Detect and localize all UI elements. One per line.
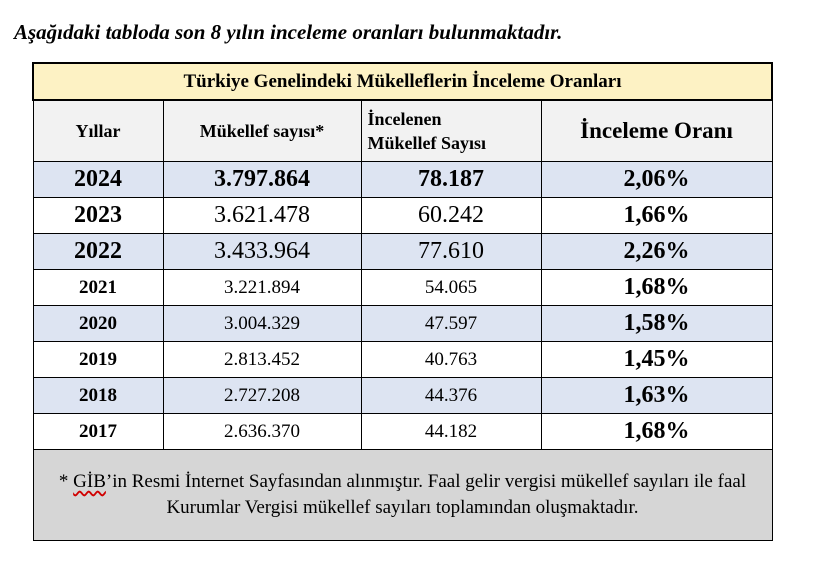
cell-rate: 1,63% bbox=[541, 378, 772, 414]
cell-taxpayers: 2.636.370 bbox=[163, 414, 361, 450]
cell-inspected: 54.065 bbox=[361, 270, 541, 306]
cell-year: 2017 bbox=[33, 414, 163, 450]
cell-year: 2020 bbox=[33, 306, 163, 342]
table-row bbox=[33, 378, 772, 414]
table-row bbox=[33, 342, 772, 378]
cell-year: 2022 bbox=[33, 234, 163, 270]
inspection-rates-table-wrapper bbox=[32, 62, 773, 541]
table-row bbox=[33, 270, 772, 306]
cell-taxpayers: 3.221.894 bbox=[163, 270, 361, 306]
cell-rate: 1,45% bbox=[541, 342, 772, 378]
footnote-gib: GİB bbox=[73, 471, 106, 492]
cell-inspected: 44.182 bbox=[361, 414, 541, 450]
header-inspected-taxpayers bbox=[361, 100, 541, 162]
header-inspected-line1: İncelenen bbox=[367, 109, 442, 129]
cell-inspected: 60.242 bbox=[361, 198, 541, 234]
table-footnote-row bbox=[33, 450, 772, 541]
cell-year: 2021 bbox=[33, 270, 163, 306]
cell-inspected: 78.187 bbox=[361, 162, 541, 198]
cell-inspected: 77.610 bbox=[361, 234, 541, 270]
header-taxpayers: Mükellef sayısı* bbox=[163, 100, 361, 162]
intro-text: Aşağıdaki tabloda son 8 yılın inceleme oranları bulunmaktadır. bbox=[14, 20, 563, 44]
footnote-rest: ’in Resmi İnternet Sayfasından alınmıştır. Faal gelir vergisi mükellef sayıları ile faal Kurumlar Vergisi mükellef sayıları toplamından oluşmaktadır. bbox=[105, 471, 747, 518]
table-row bbox=[33, 234, 772, 270]
cell-taxpayers: 3.004.329 bbox=[163, 306, 361, 342]
cell-year: 2024 bbox=[33, 162, 163, 198]
inspection-rates-table bbox=[32, 62, 773, 541]
table-footnote bbox=[33, 450, 772, 541]
cell-taxpayers: 3.433.964 bbox=[163, 234, 361, 270]
cell-taxpayers: 3.621.478 bbox=[163, 198, 361, 234]
cell-rate: 1,68% bbox=[541, 270, 772, 306]
cell-rate: 1,58% bbox=[541, 306, 772, 342]
table-title-row bbox=[33, 63, 772, 100]
cell-rate: 2,06% bbox=[541, 162, 772, 198]
cell-taxpayers: 3.797.864 bbox=[163, 162, 361, 198]
table-row bbox=[33, 162, 772, 198]
cell-taxpayers: 2.727.208 bbox=[163, 378, 361, 414]
cell-rate: 1,66% bbox=[541, 198, 772, 234]
cell-rate: 1,68% bbox=[541, 414, 772, 450]
cell-inspected: 47.597 bbox=[361, 306, 541, 342]
header-inspection-rate: İnceleme Oranı bbox=[541, 100, 772, 162]
header-inspected-line2: Mükellef Sayısı bbox=[367, 133, 487, 153]
footnote-text bbox=[50, 469, 756, 521]
cell-year: 2023 bbox=[33, 198, 163, 234]
cell-year: 2019 bbox=[33, 342, 163, 378]
cell-inspected: 40.763 bbox=[361, 342, 541, 378]
table-row bbox=[33, 306, 772, 342]
table-title: Türkiye Genelindeki Mükelleflerin İnceleme Oranları bbox=[33, 63, 772, 100]
footnote-prefix: * bbox=[58, 471, 74, 492]
table-row bbox=[33, 198, 772, 234]
header-years: Yıllar bbox=[33, 100, 163, 162]
cell-taxpayers: 2.813.452 bbox=[163, 342, 361, 378]
table-row bbox=[33, 414, 772, 450]
cell-rate: 2,26% bbox=[541, 234, 772, 270]
cell-inspected: 44.376 bbox=[361, 378, 541, 414]
cell-year: 2018 bbox=[33, 378, 163, 414]
table-header-row bbox=[33, 100, 772, 162]
